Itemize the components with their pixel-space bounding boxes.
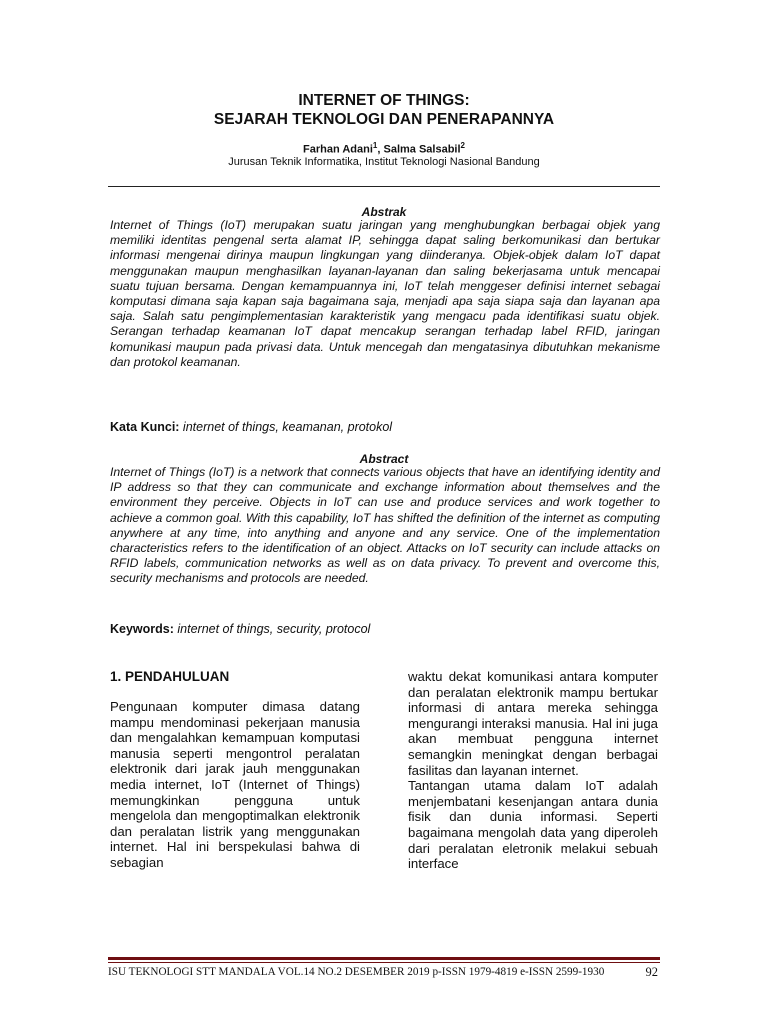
author-1: Farhan Adani [303, 143, 373, 156]
abstract-heading: Abstract [359, 452, 409, 466]
abstract-text: Internet of Things (IoT) is a network that connects various objects that have an identifying identity and IP address so that they can communicate and exchange information about themselves and the environment they perceive. Objects in IoT can use and produce services and work together to achieve a common goal. With this capability, IoT has shifted the definition of the internet as computing anywhere at any time, into anything and anyone and any service. One of the implementation characteristics refers to the identification of an object. Attacks on IoT security can include attacks on RFID labels, communication networks as well as on data privacy. To prevent and overcome this, security mechanisms and protocols are needed. [110, 465, 660, 586]
left-column-text: Pengunaan komputer dimasa datang mampu mendominasi pekerjaan manusia dan mengalahkan kemampuan komputasi manusia seperti mengontrol peralatan elektronik dari jarak jauh menggunakan media internet, IoT (Internet of Things) memungkinkan pengguna untuk mengelola dan mengoptimalkan elektronik dan peralatan listrik yang menggunakan internet. Hal ini berspekulasi bahwa di sebagian [110, 699, 360, 870]
title-line-1: INTERNET OF THINGS: [298, 92, 470, 109]
section-heading: 1. PENDAHULUAN [110, 669, 230, 684]
footer-rule-thick [108, 957, 660, 960]
author-2-affil-mark: 2 [460, 141, 465, 150]
page-number: 92 [645, 965, 658, 979]
kata-kunci [110, 420, 660, 434]
right-column-paragraph-1: waktu dekat komunikasi antara komputer dan peralatan elektronik mampu bertukar informasi di antara mereka sehingga mengurangi interaksi manusia. Hal ini juga akan membuat pengguna internet semangkin meningkat dengan berbagai fasilitas dan layanan internet. [408, 669, 658, 778]
paper-title [0, 91, 768, 129]
right-column [408, 669, 658, 872]
author-1-affil-mark: 1 [372, 141, 378, 150]
authors [0, 141, 768, 156]
affiliation: Jurusan Teknik Informatika, Institut Teknologi Nasional Bandung [228, 156, 540, 168]
footer-rule-thin [108, 962, 660, 963]
journal-citation: ISU TEKNOLOGI STT MANDALA VOL.14 NO.2 DESEMBER 2019 p-ISSN 1979-4819 e-ISSN 2599-1930 [108, 966, 605, 978]
header-divider [108, 186, 660, 187]
keywords [110, 622, 660, 636]
author-separator: , [377, 143, 384, 156]
title-line-2: SEJARAH TEKNOLOGI DAN PENERAPANNYA [213, 111, 555, 128]
kata-kunci-label: Kata Kunci: [110, 420, 180, 434]
abstrak-heading: Abstrak [361, 205, 407, 219]
footer [108, 966, 660, 978]
kata-kunci-values: internet of things, keamanan, protokol [179, 420, 393, 434]
keywords-values: internet of things, security, protocol [173, 622, 371, 636]
keywords-label: Keywords: [110, 622, 174, 636]
right-column-paragraph-2: Tantangan utama dalam IoT adalah menjembatani kesenjangan antara dunia fisik dan dunia informasi. Seperti bagaimana mengolah data yang diperoleh dari peralatan eletronik melakui sebuah interface [408, 778, 658, 872]
abstrak-text: Internet of Things (IoT) merupakan suatu jaringan yang menghubungkan berbagai objek yang memiliki identitas pengenal serta alamat IP, sehingga dapat saling berkomunikasi dan bertukar informasi mengenai dirinya maupun lingkungan yang diinderanya. Objek-objek dalam IoT dapat menggunakan maupun menghasilkan layanan-layanan dan saling bekerjasama untuk mencapai suatu tujuan bersama. Dengan kemampuannya ini, IoT telah menggeser definisi internet sebagai komputasi dimana saja kapan saja bagaimana saja, menjadi apa saja siapa saja dan layanan apa saja. Salah satu pengimplementasian karakteristik yang mengacu pada identifikasi suatu objek. Serangan terhadap keamanan IoT dapat mencakup serangan terhadap label RFID, jaringan komunikasi maupun pada privasi data. Untuk mencegah dan mengatasinya dibutuhkan mekanisme dan protokol keamanan. [110, 218, 660, 369]
author-2: Salma Salsabil [383, 143, 461, 156]
